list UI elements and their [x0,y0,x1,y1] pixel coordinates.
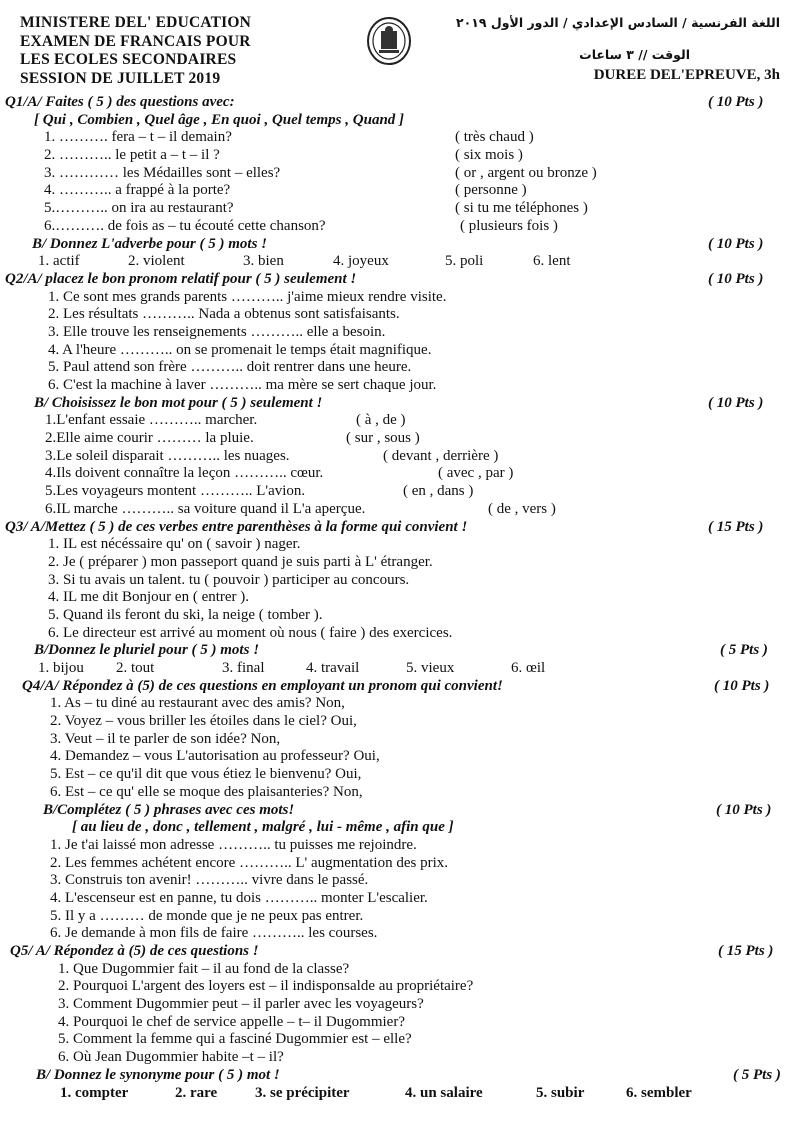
q4b-title: B/Complétez ( 5 ) phrases avec ces mots! [43,801,295,818]
q4b-item-1: 1. Je t'ai laissé mon adresse ……….. tu puisses me rejoindre. [50,836,417,853]
q2b-points: ( 10 Pts ) [708,394,764,411]
q2b-options-4: ( avec , par ) [438,465,514,482]
exam-line: EXAMEN DE FRANCAIS POUR [20,32,251,50]
q2b-options-3: ( devant , derrière ) [383,447,499,464]
q2b-item-5: 5.Les voyageurs montent ……….. L'avion. [45,483,306,500]
q3b-word-6: 6. œil [511,660,546,676]
q5b-points: ( 5 Pts ) [733,1066,781,1083]
q3a-item-6: 6. Le directeur est arrivé au moment où nous ( faire ) des exercices. [48,624,453,641]
q2a-item-5: 5. Paul attend son frère ……….. doit rentrer dans une heure. [48,359,412,376]
q1b-title: B/ Donnez L'adverbe pour ( 5 ) mots ! [32,235,268,252]
q5b-word-5: 5. subir [536,1084,585,1101]
q4b-item-3: 3. Construis ton avenir! ……….. vivre dans le passé. [50,872,369,889]
q5b-word-1: 1. compter [60,1084,129,1101]
q3a-item-4: 4. IL me dit Bonjour en ( entrer ). [48,589,250,606]
q1a-points: ( 10 Pts ) [708,94,764,110]
q2a-title: Q2/A/ placez le bon pronom relatif pour ( 5 ) seulement ! [5,270,357,287]
q3b-word-3: 3. final [222,660,265,676]
q5a-title: Q5/ A/ Répondez à (5) de ces questions ! [10,943,259,959]
q5b-word-2: 2. rare [175,1084,218,1101]
q2a-points: ( 10 Pts ) [708,270,764,287]
q1a-hint-6: ( plusieurs fois ) [460,217,558,234]
q1a-item-3: 3. ………… les Médailles sont – elles? [44,164,281,181]
q4b-points: ( 10 Pts ) [716,801,772,818]
q3b-word-1: 1. bijou [38,660,84,676]
q4a-item-1: 1. As – tu diné au restaurant avec des amis? Non, [50,695,345,712]
q1a-hint-4: ( personne ) [455,182,527,199]
q3a-item-1: 1. IL est nécéssaire qu' on ( savoir ) nager. [48,536,301,553]
q4a-item-3: 3. Veut – il te parler de son idée? Non, [50,730,281,747]
q3b-word-5: 5. vieux [406,660,455,676]
q1a-word-bank: [ Qui , Combien , Quel âge , En quoi , Quel temps , Quand ] [34,111,405,128]
q3b-word-4: 4. travail [306,660,360,676]
ministry-header [20,14,251,88]
q1b-word-1: 1. actif [38,253,80,270]
q2a-item-1: 1. Ce sont mes grands parents ……….. j'aime mieux rendre visite. [48,288,447,305]
q5b-word-4: 4. un salaire [405,1084,483,1101]
q3b-word-2: 2. tout [116,660,155,676]
schools-line: LES ECOLES SECONDAIRES [20,51,237,68]
q5a-item-5: 5. Comment la femme qui a fasciné Dugommier est – elle? [58,1031,412,1048]
ministry-line: MINISTERE DEL' EDUCATION [20,14,252,31]
q3b-title: B/Donnez le pluriel pour ( 5 ) mots ! [34,642,260,659]
q2b-options-5: ( en , dans ) [403,483,474,500]
q1a-hint-5: ( si tu me téléphones ) [455,200,588,217]
q2a-item-3: 3. Elle trouve les renseignements ……….. elle a besoin. [48,323,386,340]
q1a-item-4: 4. ……….. a frappé à la porte? [44,182,231,199]
q5a-item-3: 3. Comment Dugommier peut – il parler avec les voyageurs? [58,996,424,1013]
q2b-options-1: ( à , de ) [356,412,406,429]
q5a-item-2: 2. Pourquoi L'argent des loyers est – il indisponsalde au propriétaire? [58,978,474,995]
q2b-title: B/ Choisissez le bon mot pour ( 5 ) seulement ! [34,394,323,411]
q4b-item-5: 5. Il y a ……… de monde que je ne peux pas entrer. [50,907,364,924]
q1b-word-4: 4. joyeux [333,253,389,270]
q2b-options-6: ( de , vers ) [488,500,556,517]
q1b-word-3: 3. bien [243,253,284,270]
q3b-points: ( 5 Pts ) [720,642,768,659]
q5a-item-6: 6. Où Jean Dugommier habite –t – il? [58,1049,284,1066]
q4a-item-4: 4. Demandez – vous L'autorisation au professeur? Oui, [50,748,380,765]
q4b-item-4: 4. L'escenseur est en panne, tu dois ……….. monter L'escalier. [50,889,428,906]
q1a-title: Q1/A/ Faites ( 5 ) des questions avec: [5,94,235,110]
q3a-points: ( 15 Pts ) [708,518,764,535]
q2a-item-4: 4. A l'heure ……….. on se promenait le temps était magnifique. [48,341,432,358]
q3a-item-2: 2. Je ( préparer ) mon passeport quand je suis parti à L' étranger. [48,553,433,570]
ministry-seal-icon [366,16,412,66]
q3a-item-3: 3. Si tu avais un talent. tu ( pouvoir ) participer au concours. [48,571,410,588]
q1a-item-1: 1. ………. fera – t – il demain? [44,129,232,146]
q5a-item-4: 4. Pourquoi le chef de service appelle – t– il Dugommier? [58,1013,405,1030]
q4a-item-6: 6. Est – ce qu' elle se moque des plaisanteries? Non, [50,783,363,800]
q4b-item-2: 2. Les femmes achétent encore ……….. L' augmentation des prix. [50,854,448,871]
q1a-item-5: 5.……….. on ira au restaurant? [44,200,234,217]
q1a-hint-3: ( or , argent ou bronze ) [455,164,597,181]
exam-info-header [456,14,780,84]
q2a-item-2: 2. Les résultats ……….. Nada a obtenus sont satisfaisants. [48,306,400,323]
q4a-item-2: 2. Voyez – vous briller les étoiles dans le ciel? Oui, [50,713,357,730]
q4b-word-bank: [ au lieu de , donc , tellement , malgré , lui - même , afin que ] [72,819,454,836]
exam-body [0,94,794,1102]
exam-duration: DUREE DEL'EPREUVE, 3h [593,67,780,83]
q1b-word-6: 6. lent [533,253,571,270]
q2a-item-6: 6. C'est la machine à laver ……….. ma mère se sert chaque jour. [48,377,437,393]
q5a-item-1: 1. Que Dugommier fait – il au fond de la classe? [58,960,350,977]
q5b-word-6: 6. sembler [626,1084,692,1101]
arabic-title: اللغة الفرنسية / السادس الإعدادي / الدور الأول ٢٠١٩ [456,15,780,30]
q5b-word-3: 3. se précipiter [255,1084,350,1101]
q5a-points: ( 15 Pts ) [718,943,774,959]
q2b-item-3: 3.Le soleil disparait ……….. les nuages. [45,447,290,464]
q4a-title: Q4/A/ Répondez à (5) de ces questions en employant un pronom qui convient! [22,677,503,694]
q2b-item-6: 6.IL marche ……….. sa voiture quand il L'a aperçue. [45,500,366,517]
q1a-hint-1: ( très chaud ) [455,129,534,146]
session-line: SESSION DE JUILLET 2019 [20,69,221,87]
q1a-item-6: 6.………. de fois as – tu écouté cette chanson? [44,217,326,234]
q1a-hint-2: ( six mois ) [455,147,523,164]
q3a-title: Q3/ A/Mettez ( 5 ) de ces verbes entre parenthèses à la forme qui convient ! [5,518,468,535]
q1b-points: ( 10 Pts ) [708,235,764,252]
q4a-item-5: 5. Est – ce qu'il dit que vous étiez le bienvenu? Oui, [50,766,362,783]
q3a-item-5: 5. Quand ils feront du ski, la neige ( tomber ). [48,606,323,623]
q1a-item-2: 2. ……….. le petit a – t – il ? [44,147,220,164]
q2b-item-1: 1.L'enfant essaie ……….. marcher. [45,412,258,429]
q2b-options-2: ( sur , sous ) [346,430,420,447]
arabic-time: الوقت // ٣ ساعات [579,47,690,62]
q2b-item-2: 2.Elle aime courir ……… la pluie. [45,430,254,447]
q4a-points: ( 10 Pts ) [714,677,770,694]
q5b-title: B/ Donnez le synonyme pour ( 5 ) mot ! [36,1066,280,1083]
q1b-word-5: 5. poli [445,253,484,270]
q2b-item-4: 4.Ils doivent connaître la leçon ……….. cœur. [45,465,324,482]
q1b-word-2: 2. violent [128,253,185,270]
q4b-item-6: 6. Je demande à mon fils de faire ……….. les courses. [50,925,378,942]
